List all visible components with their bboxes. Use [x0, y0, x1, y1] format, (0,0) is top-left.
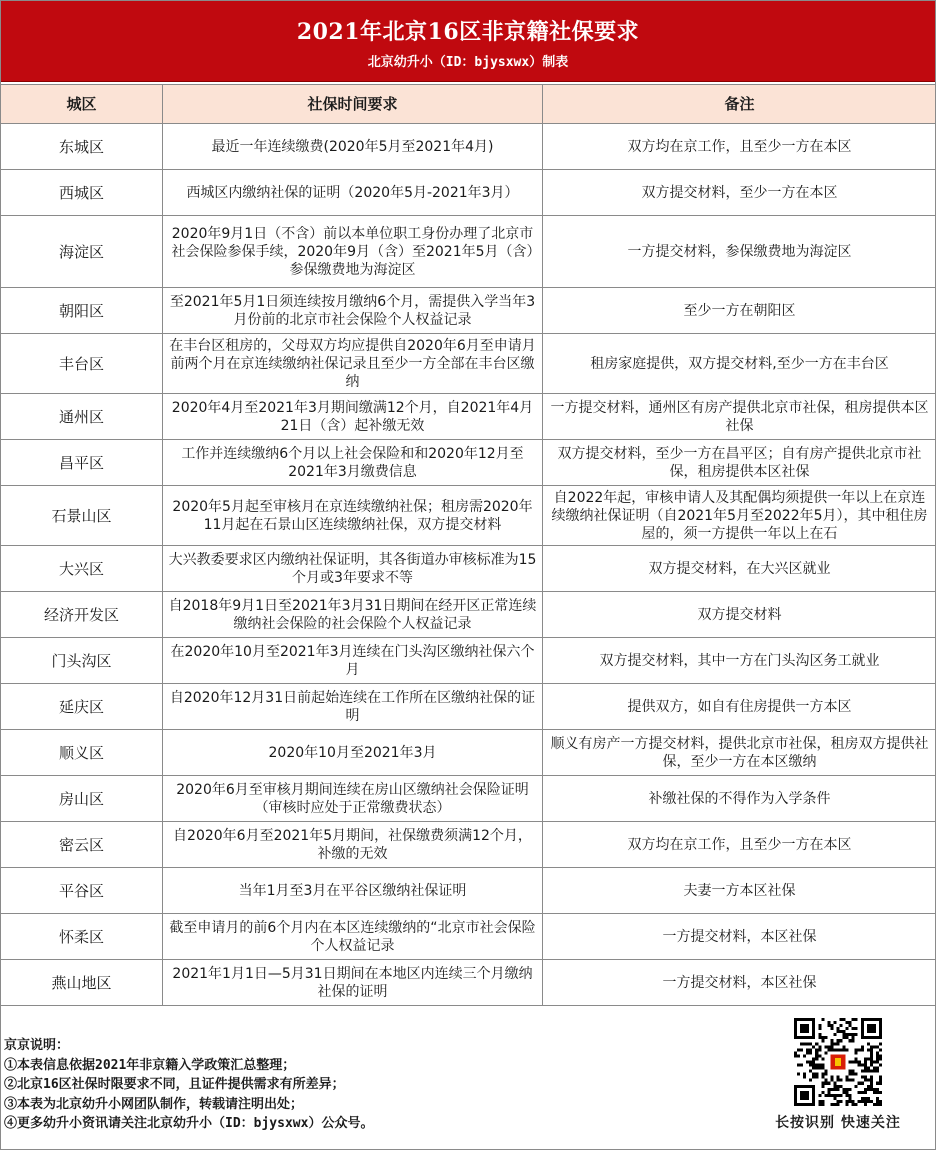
- note-cell: 夫妻一方本区社保: [543, 868, 936, 914]
- table-row: [1, 684, 936, 730]
- column-header-requirement: 社保时间要求: [163, 85, 543, 124]
- note-cell: 至少一方在朝阳区: [543, 288, 936, 334]
- district-cell: 大兴区: [1, 546, 163, 592]
- requirement-cell: 2020年10月至2021年3月: [163, 730, 543, 776]
- requirement-cell: 在2020年10月至2021年3月连续在门头沟区缴纳社保六个月: [163, 638, 543, 684]
- requirement-cell: 自2020年12月31日前起始连续在工作所在区缴纳社保的证明: [163, 684, 543, 730]
- table-row: [1, 334, 936, 394]
- requirement-cell: 当年1月至3月在平谷区缴纳社保证明: [163, 868, 543, 914]
- note-cell: 租房家庭提供，双方提交材料,至少一方在丰台区: [543, 334, 936, 394]
- district-cell: 顺义区: [1, 730, 163, 776]
- note-cell: 双方提交材料，至少一方在本区: [543, 170, 936, 216]
- note-cell: 补缴社保的不得作为入学条件: [543, 776, 936, 822]
- column-header-district: 城区: [1, 85, 163, 124]
- note-cell: 双方提交材料: [543, 592, 936, 638]
- social-security-table: [0, 84, 936, 1006]
- district-cell: 西城区: [1, 170, 163, 216]
- requirement-cell: 自2018年9月1日至2021年3月31日期间在经开区正常连续缴纳社会保险的社会保险个人权益记录: [163, 592, 543, 638]
- note-item: ④更多幼升小资讯请关注北京幼升小（ID：bjysxwx）公众号。: [4, 1116, 374, 1131]
- table-row: [1, 124, 936, 170]
- table-row: [1, 868, 936, 914]
- requirement-cell: 工作并连续缴纳6个月以上社会保险和和2020年12月至2021年3月缴费信息: [163, 440, 543, 486]
- table-row: [1, 592, 936, 638]
- notes-heading: 京京说明：: [4, 1038, 70, 1053]
- requirement-cell: 西城区内缴纳社保的证明（2020年5月-2021年3月）: [163, 170, 543, 216]
- note-cell: 一方提交材料，本区社保: [543, 914, 936, 960]
- page-title: 2021年北京16区非京籍社保要求: [296, 19, 640, 45]
- requirement-cell: 大兴教委要求区内缴纳社保证明，其各街道办审核标准为15个月或3年要求不等: [163, 546, 543, 592]
- note-cell: 一方提交材料，通州区有房产提供北京市社保，租房提供本区社保: [543, 394, 936, 440]
- note-item: ③本表为北京幼升小网团队制作，转载请注明出处；: [4, 1096, 304, 1112]
- district-cell: 昌平区: [1, 440, 163, 486]
- requirement-cell: 在丰台区租房的，父母双方均应提供自2020年6月至申请月前两个月在京连续缴纳社保记录且至少一方全部在丰台区缴纳: [163, 334, 543, 394]
- district-cell: 丰台区: [1, 334, 163, 394]
- district-cell: 平谷区: [1, 868, 163, 914]
- column-header-note: 备注: [543, 85, 936, 124]
- requirement-cell: 2020年5月起至审核月在京连续缴纳社保；租房需2020年11月起在石景山区连续缴纳社保，双方提交材料: [163, 486, 543, 546]
- note-cell: 顺义有房产一方提交材料，提供北京市社保，租房双方提供社保，至少一方在本区缴纳: [543, 730, 936, 776]
- requirement-cell: 截至申请月的前6个月内在本区连续缴纳的“北京市社会保险个人权益记录: [163, 914, 543, 960]
- note-cell: 双方均在京工作，且至少一方在本区: [543, 124, 936, 170]
- note-item: ②北京16区社保时限要求不同，且证件提供需求有所差异；: [4, 1077, 345, 1092]
- district-cell: 燕山地区: [1, 960, 163, 1006]
- notes-section: [4, 1036, 724, 1134]
- table-row: [1, 216, 936, 288]
- qr-caption: 长按识别 快速关注: [775, 1115, 901, 1131]
- note-cell: 一方提交材料，参保缴费地为海淀区: [543, 216, 936, 288]
- table-row: [1, 486, 936, 546]
- table-row: [1, 776, 936, 822]
- note-cell: 双方均在京工作，且至少一方在本区: [543, 822, 936, 868]
- table-row: [1, 638, 936, 684]
- district-cell: 房山区: [1, 776, 163, 822]
- district-cell: 怀柔区: [1, 914, 163, 960]
- district-cell: 朝阳区: [1, 288, 163, 334]
- district-cell: 海淀区: [1, 216, 163, 288]
- requirement-cell: 2020年4月至2021年3月期间缴满12个月，自2021年4月21日（含）起补缴无效: [163, 394, 543, 440]
- requirement-cell: 2021年1月1日—5月31日期间在本地区内连续三个月缴纳社保的证明: [163, 960, 543, 1006]
- note-cell: 自2022年起，审核申请人及其配偶均须提供一年以上在京连续缴纳社保证明（自2021年5月至2022年5月），其中租住房屋的，须一方提供一年以上在石: [543, 486, 936, 546]
- district-cell: 通州区: [1, 394, 163, 440]
- requirement-cell: 2020年6月至审核月期间连续在房山区缴纳社会保险证明（审核时应处于正常缴费状态）: [163, 776, 543, 822]
- note-cell: 一方提交材料，本区社保: [543, 960, 936, 1006]
- note-cell: 双方提交材料，其中一方在门头沟区务工就业: [543, 638, 936, 684]
- table-row: [1, 822, 936, 868]
- table-header-row: [1, 85, 936, 124]
- table-row: [1, 170, 936, 216]
- district-cell: 门头沟区: [1, 638, 163, 684]
- page-subtitle: 北京幼升小（ID：bjysxwx）制表: [367, 55, 569, 70]
- note-cell: 双方提交材料，在大兴区就业: [543, 546, 936, 592]
- district-cell: 密云区: [1, 822, 163, 868]
- table-row: [1, 440, 936, 486]
- note-item: ①本表信息依据2021年非京籍入学政策汇总整理；: [4, 1057, 296, 1073]
- page-header: [0, 0, 936, 82]
- requirement-cell: 2020年9月1日（不含）前以本单位职工身份办理了北京市社会保险参保手续，2020年9月（含）至2021年5月（含）参保缴费地为海淀区: [163, 216, 543, 288]
- requirement-cell: 至2021年5月1日须连续按月缴纳6个月，需提供入学当年3月份前的北京市社会保险个人权益记录: [163, 288, 543, 334]
- table-row: [1, 394, 936, 440]
- table-row: [1, 288, 936, 334]
- table-row: [1, 960, 936, 1006]
- note-cell: 提供双方，如自有住房提供一方本区: [543, 684, 936, 730]
- table-row: [1, 730, 936, 776]
- qr-code-graphic: [794, 1018, 882, 1106]
- table-row: [1, 914, 936, 960]
- note-cell: 双方提交材料，至少一方在昌平区；自有房产提供北京市社保，租房提供本区社保: [543, 440, 936, 486]
- requirement-cell: 自2020年6月至2021年5月期间，社保缴费须满12个月，补缴的无效: [163, 822, 543, 868]
- district-cell: 东城区: [1, 124, 163, 170]
- district-cell: 延庆区: [1, 684, 163, 730]
- qr-code-icon[interactable]: [794, 1018, 882, 1106]
- requirement-cell: 最近一年连续缴费(2020年5月至2021年4月): [163, 124, 543, 170]
- district-cell: 石景山区: [1, 486, 163, 546]
- table-row: [1, 546, 936, 592]
- district-cell: 经济开发区: [1, 592, 163, 638]
